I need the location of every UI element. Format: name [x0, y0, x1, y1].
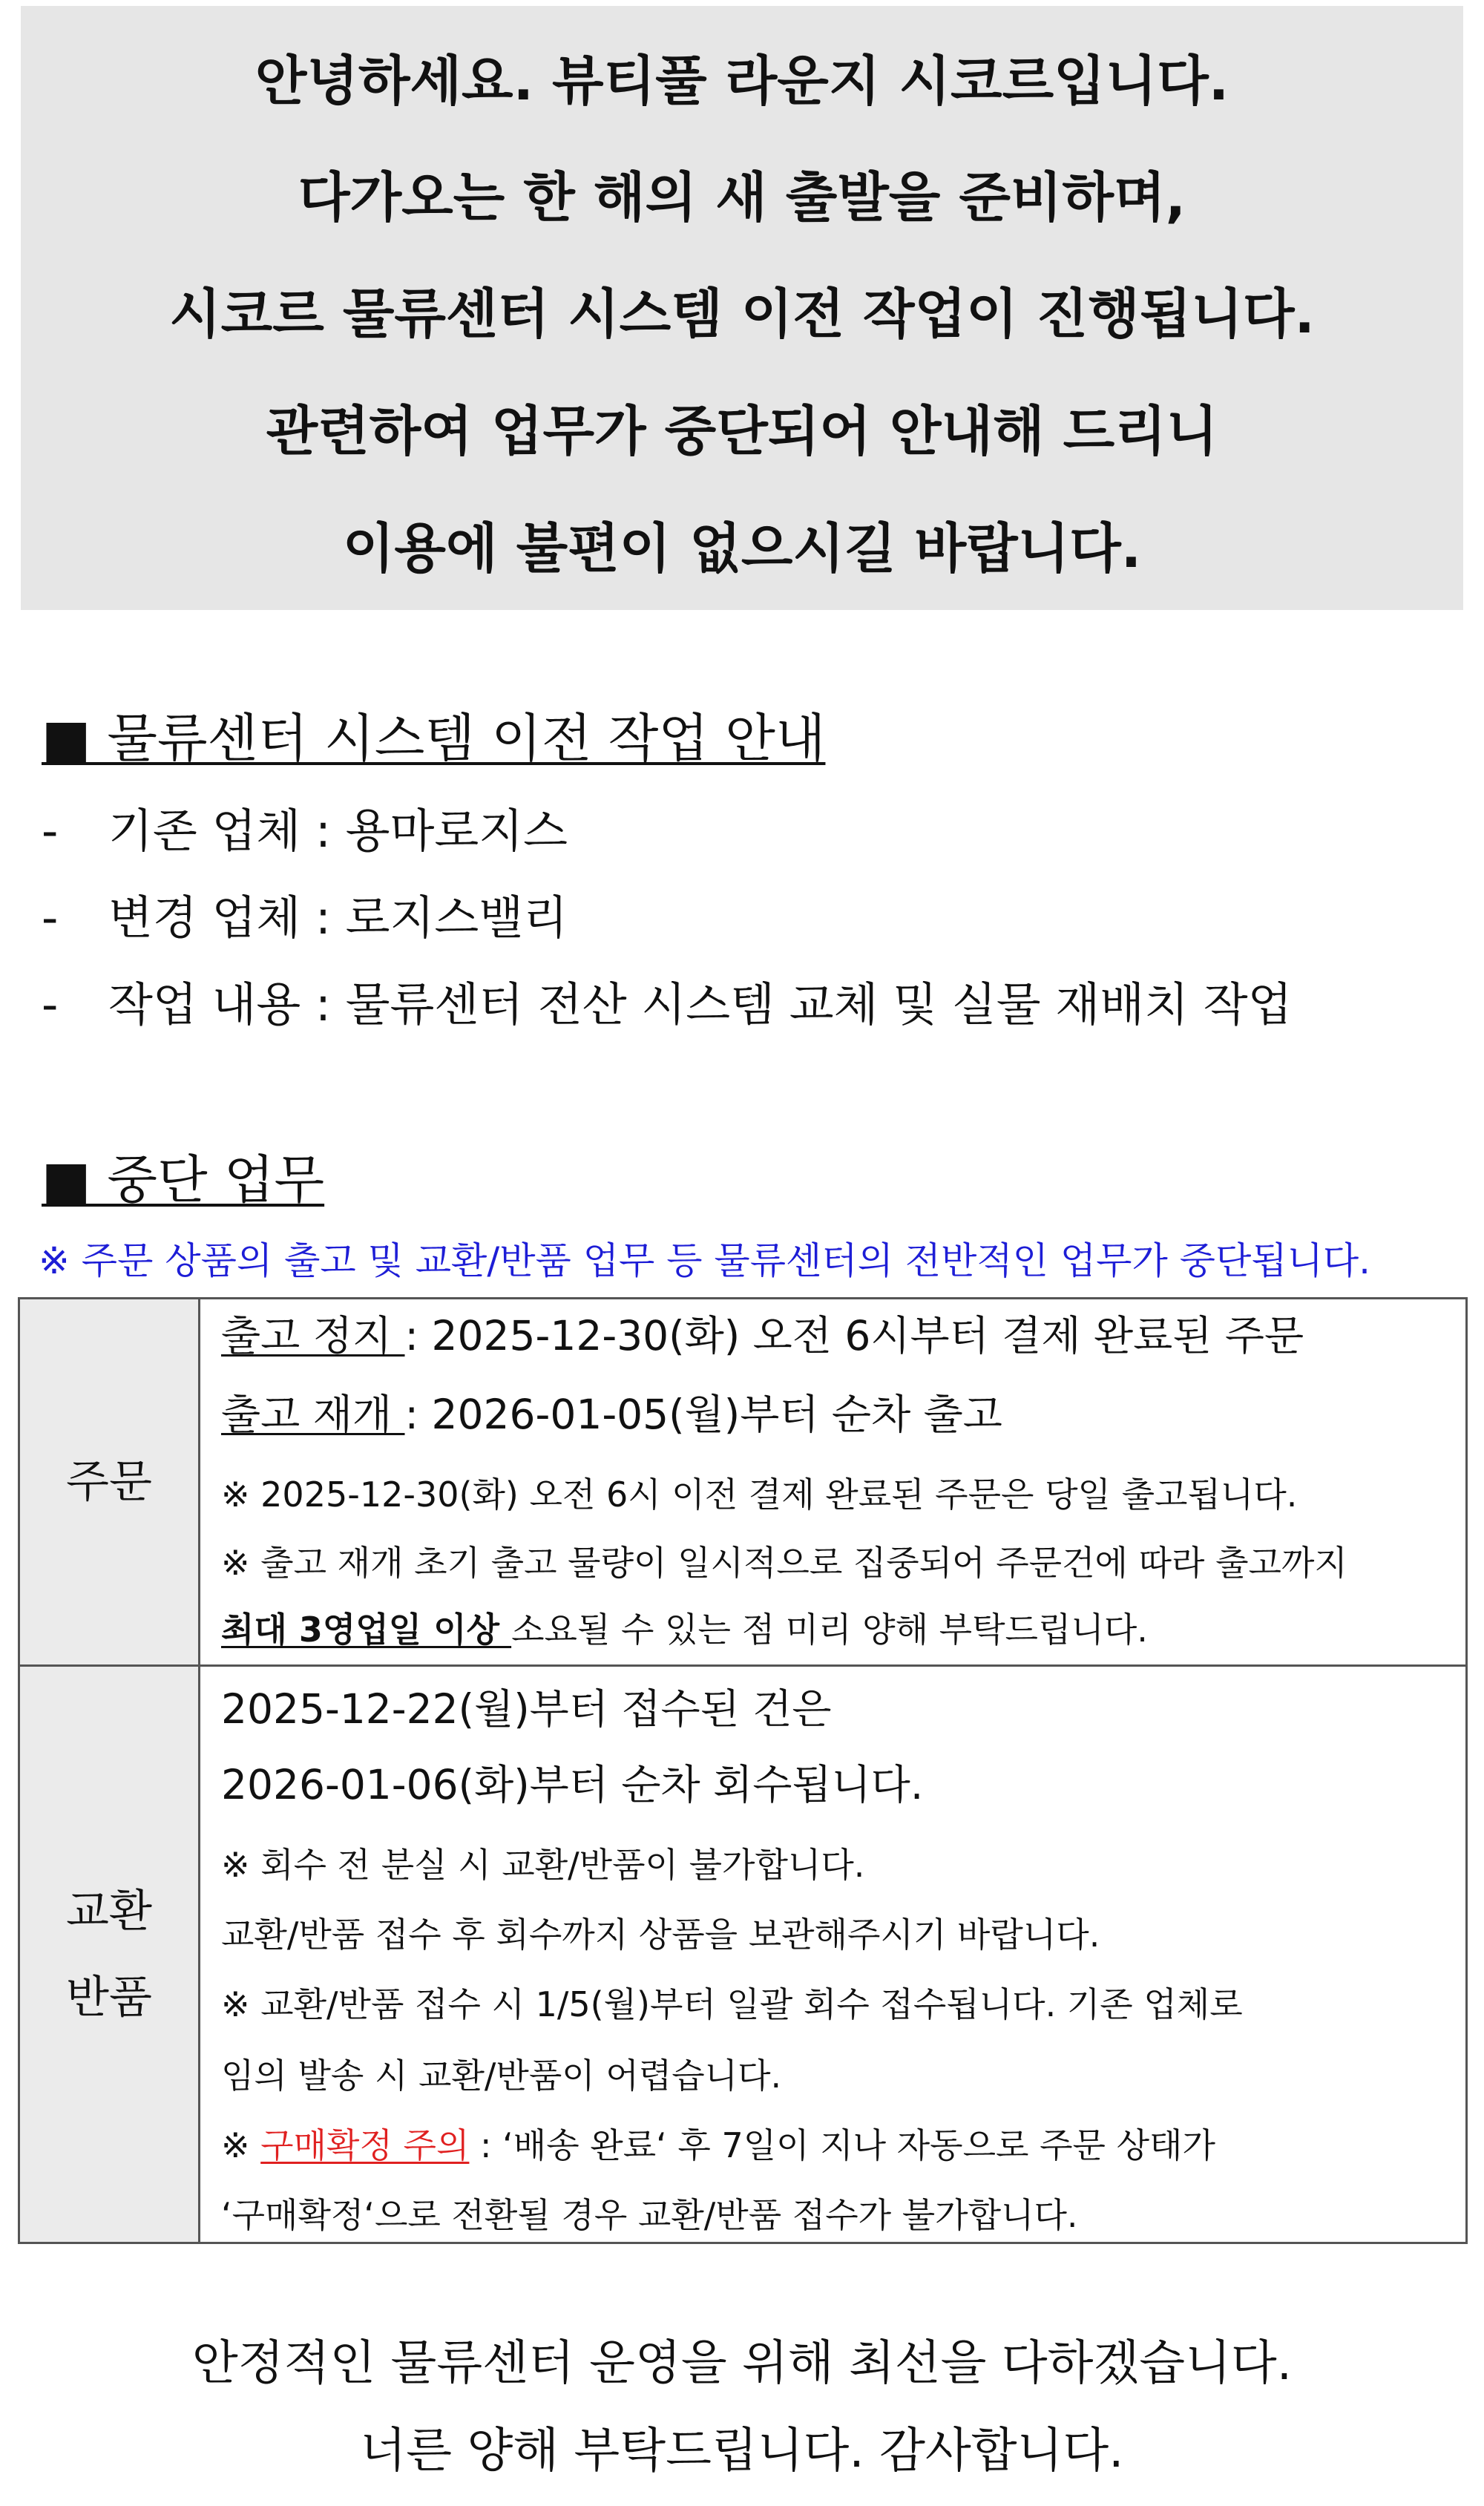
return-note-1: ※ 회수 전 분실 시 교환/반품이 불가합니다. — [221, 1845, 865, 1885]
row-label-return — [19, 1666, 200, 2243]
order-note-emphasis: 최대 3영업일 이상 — [221, 1610, 512, 1650]
shipping-stop-text: : 2025-12-30(화) 오전 6시부터 결제 완료된 주문 — [404, 1312, 1304, 1359]
dash-bullet: - — [42, 890, 59, 945]
dash-bullet: - — [42, 804, 59, 858]
shipping-stop-line — [221, 1310, 1304, 1362]
return-note-3: ※ 교환/반품 접수 시 1/5(월)부터 일괄 회수 접수됩니다. 기존 업체로 — [221, 1984, 1243, 2024]
intro-banner — [21, 6, 1463, 610]
order-note-2: ※ 출고 재개 초기 출고 물량이 일시적으로 집중되어 주문건에 따라 출고까지 — [221, 1543, 1347, 1583]
table-row-return — [19, 1666, 1467, 2243]
info-item-text: 작업 내용 : 물류센터 전산 시스템 교체 및 실물 재배치 작업 — [108, 977, 1293, 1031]
table-row-order — [19, 1299, 1467, 1666]
purchase-confirm-warning: 구매확정 주의 — [260, 2125, 470, 2165]
footer-line-2: 너른 양해 부탁드립니다. 감사합니다. — [360, 2424, 1124, 2479]
info-item-previous-vendor — [42, 801, 568, 861]
banner-line-5: 이용에 불편이 없으시길 바랍니다. — [342, 517, 1142, 580]
row-label-line-1: 교환 — [66, 1885, 152, 1938]
order-note-3 — [221, 1607, 1148, 1653]
note-prefix: ※ — [221, 2125, 261, 2165]
order-details — [200, 1299, 1467, 1666]
return-note-6: ‘구매확정‘으로 전환될 경우 교환/반품 접수가 불가합니다. — [221, 2195, 1078, 2235]
info-item-text: 변경 업체 : 로지스밸리 — [108, 890, 568, 945]
return-note-2: 교환/반품 접수 후 회수까지 상품을 보관해주시기 바랍니다. — [221, 1915, 1100, 1955]
return-line-1: 2025-12-22(월)부터 접수된 건은 — [221, 1685, 832, 1733]
return-note-5 — [221, 2122, 1215, 2168]
shipping-resume-text: : 2026-01-05(월)부터 순차 출고 — [404, 1391, 1002, 1438]
return-line-2: 2026-01-06(화)부터 순차 회수됩니다. — [221, 1761, 924, 1808]
shipping-stop-label: 출고 정지 — [221, 1312, 405, 1359]
row-label-order: 주문 — [19, 1299, 200, 1666]
banner-line-1: 안녕하세요. 뷰티풀 라운지 시코르입니다. — [255, 50, 1229, 112]
info-item-new-vendor — [42, 888, 568, 948]
return-note-4: 임의 발송 시 교환/반품이 어렵습니다. — [221, 2056, 782, 2096]
section-title-suspended-work: ■ 중단 업무 — [42, 1149, 325, 1210]
info-item-text: 기존 업체 : 용마로지스 — [108, 804, 568, 858]
banner-line-2: 다가오는 한 해의 새 출발을 준비하며, — [298, 166, 1186, 229]
banner-line-3: 시코르 물류센터 시스템 이전 작업이 진행됩니다. — [169, 283, 1315, 345]
section-title-system-migration: ■ 물류센터 시스템 이전 작업 안내 — [42, 708, 826, 769]
footer-line-1: 안정적인 물류센터 운영을 위해 최선을 다하겠습니다. — [191, 2336, 1293, 2391]
dash-bullet: - — [42, 977, 59, 1031]
shipping-resume-label: 출고 재개 — [221, 1391, 405, 1438]
return-details — [200, 1666, 1467, 2243]
shipping-resume-line — [221, 1388, 1002, 1440]
order-note-1: ※ 2025-12-30(화) 오전 6시 이전 결제 완료된 주문은 당일 출고됩니다. — [221, 1475, 1298, 1515]
suspension-table — [18, 1297, 1468, 2244]
row-label-line-2: 반품 — [66, 1971, 152, 2024]
note-rest: : ‘배송 완료‘ 후 7일이 지나 자동으로 주문 상태가 — [469, 2125, 1215, 2165]
banner-line-4: 관련하여 업무가 중단되어 안내해 드리니 — [266, 400, 1218, 462]
info-item-work-details — [42, 975, 1293, 1034]
order-note-rest: 소요될 수 있는 점 미리 양해 부탁드립니다. — [511, 1610, 1148, 1650]
suspension-note: ※ 주문 상품의 출고 및 교환/반품 업무 등 물류센터의 전반적인 업무가 중단됩니다. — [39, 1239, 1371, 1282]
